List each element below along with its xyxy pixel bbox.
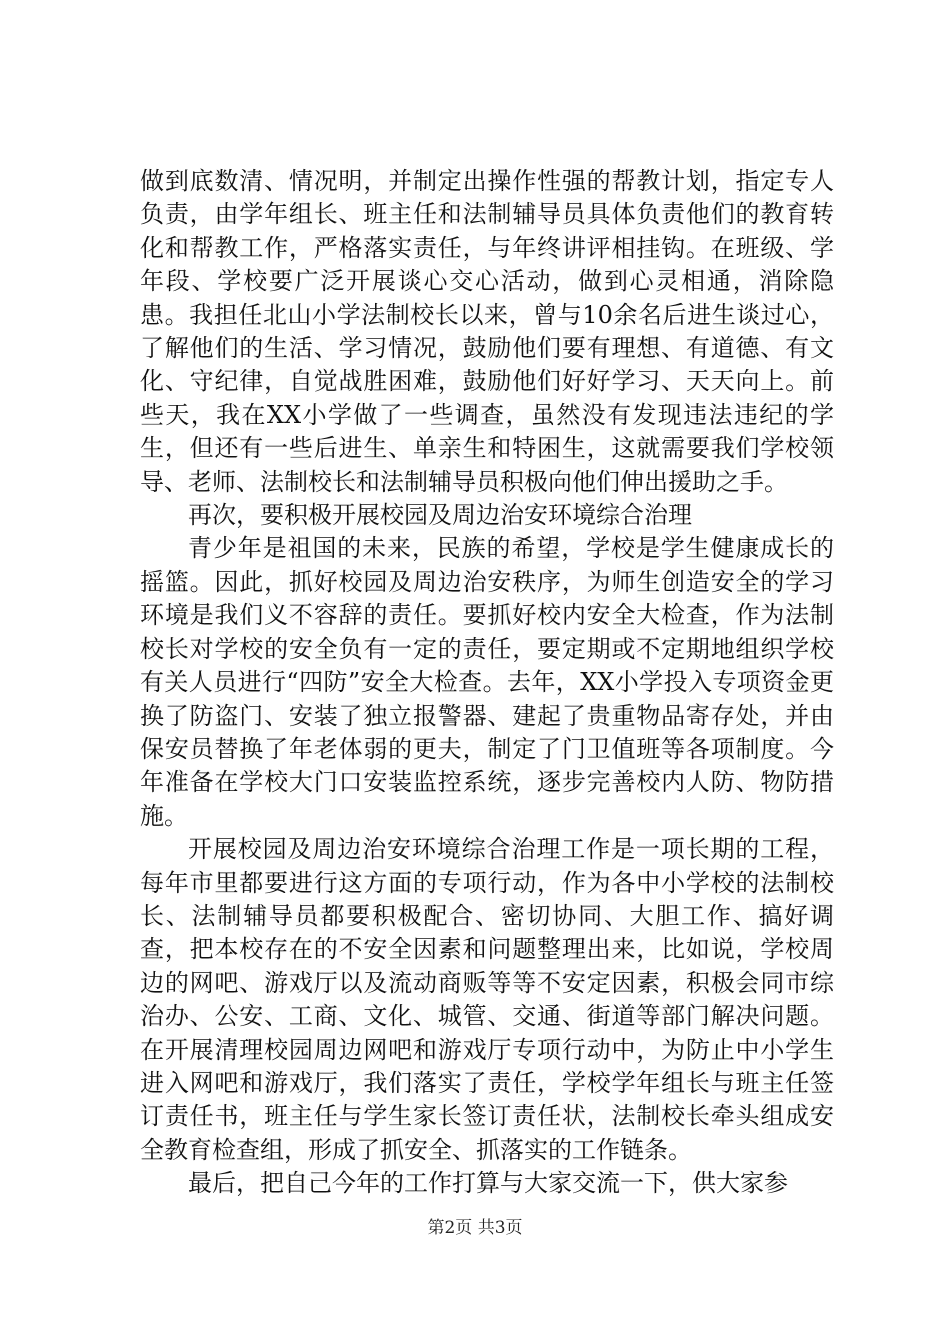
document-body bbox=[140, 165, 834, 1201]
paragraph-campus-safety: 青少年是祖国的未来，民族的希望，学校是学生健康成长的摇篮。因此，抓好校园及周边治安秩序，为师生创造安全的学习环境是我们义不容辞的责任。要抓好校内安全大检查，作为法制校长对学校的安全负有一定的责任，要定期或不定期地组织学校有关人员进行“四防”安全大检查。去年，XX小学投入专项资金更换了防盗门、安装了独立报警器、建起了贵重物品寄存处，并由保安员替换了年老体弱的更夫，制定了门卫值班等各项制度。今年准备在学校大门口安装监控系统，逐步完善校内人防、物防措施。 bbox=[140, 534, 834, 830]
paragraph-comprehensive-governance: 开展校园及周边治安环境综合治理工作是一项长期的工程，每年市里都要进行这方面的专项行动，作为各中小学校的法制校长、法制辅导员都要积极配合、密切协同、大胆工作、搞好调查，把本校存在的不安全因素和问题整理出来，比如说，学校周边的网吧、游戏厅以及流动商贩等等不安定因素，积极会同市综治办、公安、工商、文化、城管、交通、街道等部门解决问题。在开展清理校园周边网吧和游戏厅专项行动中，为防止中小学生进入网吧和游戏厅，我们落实了责任，学校学年组长与班主任签订责任书，班主任与学生家长签订责任状，法制校长牵头组成安全教育检查组，形成了抓安全、抓落实的工作链条。 bbox=[140, 835, 834, 1164]
paragraph-final-plans: 最后，把自己今年的工作打算与大家交流一下，供大家参 bbox=[188, 1169, 788, 1198]
paragraph-continuation: 做到底数清、情况明，并制定出操作性强的帮教计划，指定专人负责，由学年组长、班主任和法制辅导员具体负责他们的教育转化和帮教工作，严格落实责任，与年终讲评相挂钩。在班级、学年段、学校要广泛开展谈心交心活动，做到心灵相通，消除隐患。我担任北山小学法制校长以来，曾与10余名后进生谈过心，了解他们的生活、学习情况，鼓励他们要有理想、有道德、有文化、守纪律，自觉战胜困难，鼓励他们好好学习、天天向上。前些天，我在XX小学做了一些调查，虽然没有发现违法违纪的学生，但还有一些后进生、单亲生和特困生，这就需要我们学校领导、老师、法制校长和法制辅导员积极向他们伸出援助之手。 bbox=[140, 167, 834, 496]
paragraph-heading-third-point: 再次，要积极开展校园及周边治安环境综合治理 bbox=[188, 501, 692, 530]
page-footer: 第2页 共3页 bbox=[427, 1218, 523, 1238]
